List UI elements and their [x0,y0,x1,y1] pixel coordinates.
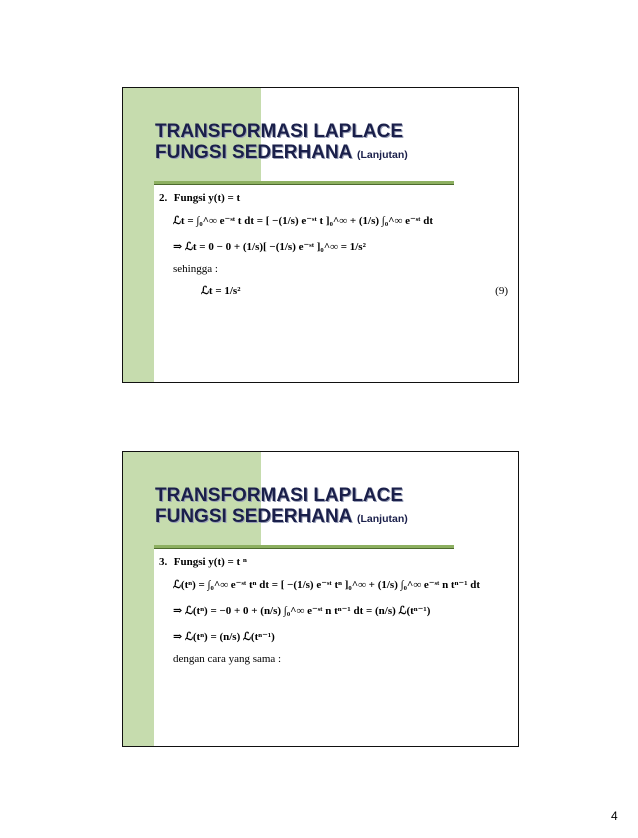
title-suffix: (Lanjutan) [356,149,408,161]
slide-title [155,121,408,166]
text-dengan-cara: dengan cara yang sama : [173,653,282,665]
page-number: 4 [611,809,618,823]
equation-1: ℒ(tⁿ) = ∫₀^∞ e⁻ˢᵗ tⁿ dt = [ −(1/s) e⁻ˢᵗ tⁿ ]₀^∞ + (1/s) ∫₀^∞ e⁻ˢᵗ n tⁿ⁻¹ dt [173,579,481,591]
item-number: 3. [159,556,168,568]
equation-2: ⇒ ℒt = 0 − 0 + (1/s)[ −(1/s) e⁻ˢᵗ ]₀^∞ = 1/s² [173,241,366,253]
title-underline-dark [154,184,454,185]
title-underline-dark [154,548,454,549]
equation-3 [201,278,508,304]
slide-title [155,485,408,530]
title-line-1: TRANSFORMASI LAPLACE [155,121,404,142]
title-line-1: TRANSFORMASI LAPLACE [155,485,404,506]
slide-content [159,554,508,668]
item-heading-text: Fungsi y(t) = t ⁿ [173,556,247,568]
slide-content [159,190,508,304]
equation-number: (9) [495,285,508,297]
equation-1: ℒt = ∫₀^∞ e⁻ˢᵗ t dt = [ −(1/s) e⁻ˢᵗ t ]₀^∞ + (1/s) ∫₀^∞ e⁻ˢᵗ dt [173,215,434,227]
item-heading [159,554,508,570]
slide-1 [122,87,519,383]
title-line-2: FUNGSI SEDERHANA [155,506,352,527]
item-heading [159,190,508,206]
title-line-2: FUNGSI SEDERHANA [155,142,352,163]
item-number: 2. [159,192,168,204]
title-suffix: (Lanjutan) [356,513,408,525]
item-heading-text: Fungsi y(t) = t [173,192,241,204]
equation-2: ⇒ ℒ(tⁿ) = −0 + 0 + (n/s) ∫₀^∞ e⁻ˢᵗ n tⁿ⁻¹ dt = (n/s) ℒ(tⁿ⁻¹) [173,605,431,617]
equation-3: ⇒ ℒ(tⁿ) = (n/s) ℒ(tⁿ⁻¹) [173,631,275,643]
text-sehingga: sehingga : [173,263,218,275]
equation-3-text: ℒt = 1/s² [201,285,241,297]
slide-2 [122,451,519,747]
